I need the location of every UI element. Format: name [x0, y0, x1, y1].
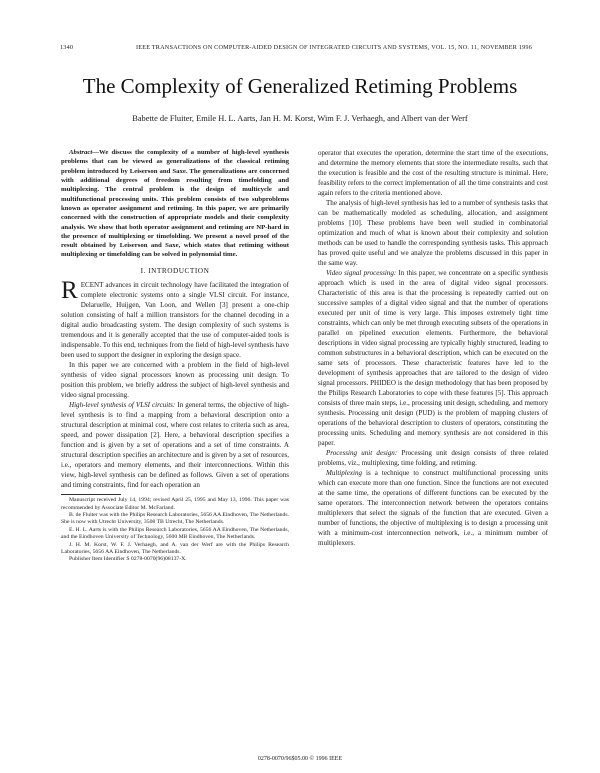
runin-heading-video: Video signal processing: [326, 269, 397, 277]
right-paragraph-3-text: In this paper, we concentrate on a specific synthesis approach which is used in the area of digital video signal processors. Characteristic of this area is that the processing is repeatedly carried out on successive samples of a digital video signal and that the number of operations executed per unit of time is very large. This imposes extremely tight time constraints, which can only be met through executing subsets of the operations in parallel on pipelined execution elements. Furthermore, the behavioral descriptions in video signal processing are typically highly structured, leading to common substructures in a behavioral description, which can be executed on the same sets of processors. These characteristic features have led to the development of synthesis approaches that are tailored to the design of video signal processors. PHIDEO is the design methodology that has been proposed by the Philips Research Laboratories to cope with these features [5]. This approach consists of three main steps, i.e., processing unit design, scheduling, and memory synthesis. Processing unit design (PUD) is the problem of mapping clusters of operations of the behavioral description to clusters of operators, constituting the processing units. Scheduling and memory synthesis are not considered in this paper. [318, 269, 548, 447]
footnote-publisher-id: Publisher Item Identifier S 0278-0070(96)08137-X. [69, 556, 187, 563]
page-number: 1340 [60, 44, 74, 51]
runin-heading-pud: Processing unit design: [326, 449, 398, 457]
journal-header: IEEE TRANSACTIONS ON COMPUTER-AIDED DESIGN OF INTEGRATED CIRCUITS AND SYSTEMS, VOL. 15, NO. 11, NOVEMBER 1996 [135, 44, 533, 51]
intro-paragraph-1 [61, 277, 289, 360]
left-column [61, 148, 289, 564]
footnote-korst-verhaegh-werf: J. H. M. Korst, W. F. J. Verhaegh, and A. van der Werf are with the Philips Research Laboratories, 5656 AA Eindhoven, The Netherlands. [61, 541, 289, 555]
right-column [318, 148, 548, 548]
footnote-manuscript: Manuscript received July 14, 1994; revised April 25, 1995 and May 13, 1996. This paper was recommended by Associate Editor M. McFarland. [61, 497, 289, 511]
right-paragraph-2: The analysis of high-level synthesis has led to a number of synthesis tasks that can be mathematically modeled as scheduling, allocation, and assignment problems [10]. These problems have been well studied in combinatorial optimization and much of what is known about their complexity and solution methods can be used to handle the corresponding synthesis tasks. This approach has proved quite useful and we analyze the problems discussed in this paper in the same way. [318, 199, 548, 267]
author-list: Babette de Fluiter, Emile H. L. Aarts, Jan H. M. Korst, Wim F. J. Verhaegh, and Albert van der Werf [132, 114, 468, 123]
intro-paragraph-1-text: ECENT advances in circuit technology have facilitated the integration of complete electronic systems onto a single VLSI circuit. For instance, Delaruelle, Huijgen, Van Loon, and Wellen [3] present a one-chip solution consisting of half a million transistors for the channel decoding in a digital audio broadcasting system. The design complexity of such systems is tremendous and it is generally accepted that the use of computer-aided tools is indispensable. To this end, techniques from the field of high-level synthesis have been used to support the designer in exploring the design space. [61, 281, 289, 360]
abstract-text: We discuss the complexity of a number of high-level synthesis problems that can be viewed as generalizations of the classical retiming problem introduced by Leiserson and Saxe. The generalizations are concerned with additional degrees of freedom resulting from timefolding and multiplexing. The central problem is the design of multicycle and multifunctional processing units. This problem consists of two subproblems known as operator assignment and retiming. In this paper, we are primarily concerned with the construction of appropriate models and their complexity analysis. We show that both operator assignment and retiming are NP-hard in the presence of multiplexing or timefolding. We present a novel proof of the result obtained by Leiserson and Saxe, which states that retiming without multiplexing or timefolding can be solved in polynomial time. [61, 149, 289, 259]
abstract-lead: Abstract— [69, 149, 100, 156]
intro-paragraph-3-text: In general terms, the objective of high-level synthesis is to find a mapping from a behavioral description onto a structural description at minimal cost, where cost relates to criteria such as area, speed, and power dissipation [2]. Here, a behavioral description specifies a function and is given by a set of operations and a set of time constraints. A structural description specifies an architecture and is given by a set of resources, i.e., operators and memory elements, and their interconnections. Within this view, high-level synthesis can be defined as follows. Given a set of operations and timing constraints, find for each operation an [61, 401, 289, 490]
right-paragraph-5 [318, 468, 548, 548]
right-paragraph-5-text: is a technique to construct multifunctional processing units which can execute more than one function. Since the functions are not executed at the same time, the operations of different functions can be executed by the same operators. The interconnection network between the operators contains multiplexers that select the signals of the function that are executed. Given a number of functions, the objective of multiplexing is to design a processing unit with a minimum-cost interconnection network, i.e., a minimum number of multiplexers. [318, 469, 548, 547]
footnote-aarts: E. H. L. Aarts is with the Philips Research Laboratories, 5656 AA Eindhoven, The Netherlands, and the Eindhoven University of Technology, 5600 MB Eindhoven, The Netherlands. [61, 526, 289, 541]
abstract [61, 148, 289, 260]
section-heading-introduction: I. INTRODUCTION [140, 265, 210, 275]
right-paragraph-4 [318, 448, 548, 468]
footnote-de-fluiter: B. de Fluiter was with the Philips Research Laboratories, 5656 AA Eindhoven, The Netherlands. She is now with Utrecht University, 3508 TB Utrecht, The Netherlands. [61, 511, 289, 526]
runin-heading-multiplexing: Multiplexing [326, 469, 363, 477]
running-header [60, 44, 548, 56]
right-paragraph-3 [318, 268, 548, 448]
footnote-rule [61, 494, 121, 495]
right-paragraph-4-text: Processing unit design consists of three related problems, viz., multiplexing, time folding, and retiming. [318, 449, 548, 467]
paper-title: The Complexity of Generalized Retiming Problems [82, 74, 518, 98]
copyright-line: 0278-0070/96$05.00 © 1996 IEEE [257, 756, 343, 762]
intro-paragraph-3 [61, 400, 289, 490]
runin-heading-hls: High-level synthesis of VLSI circuits: [69, 401, 176, 410]
drop-cap: R [61, 277, 78, 305]
right-paragraph-1: operator that executes the operation, determine the start time of the executions, and determine the memory elements that store the intermediate results, such that the execution is feasible and the cost of the resulting structure is minimal. Here, feasibility refers to the correct implementation of all the time constraints and cost again refers to the criteria mentioned above. [318, 149, 548, 197]
intro-paragraph-2: In this paper we are concerned with a problem in the field of high-level synthesis of video signal processors known as processing unit design. To position this problem, we briefly address the subject of high-level synthesis and video signal processing. [61, 361, 289, 400]
